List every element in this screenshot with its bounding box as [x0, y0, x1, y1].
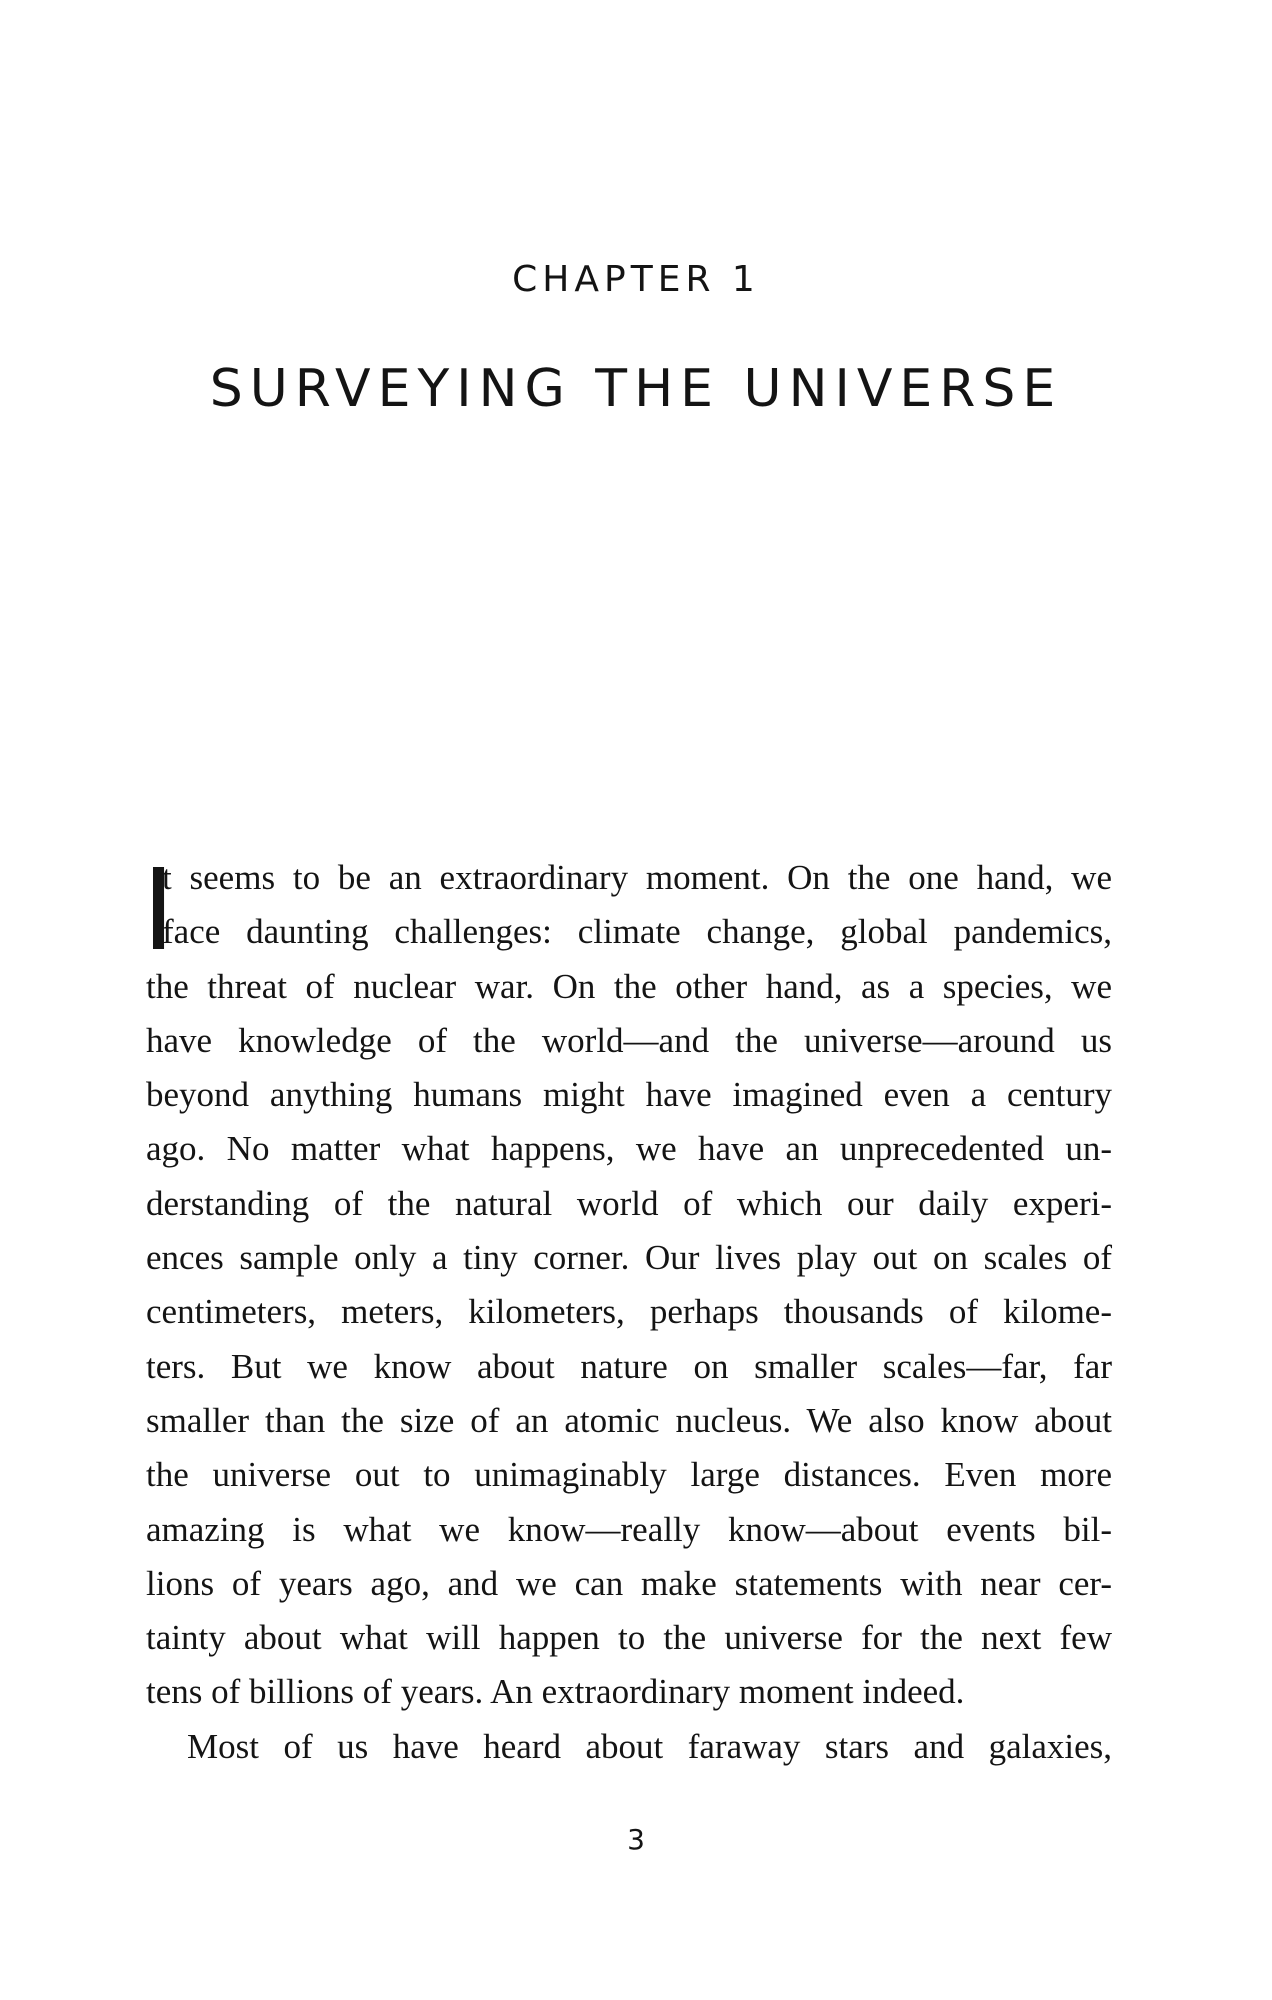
body-line: derstanding of the natural world of which our daily experi- — [146, 1183, 1112, 1223]
body-line: ago. No matter what happens, we have an unprecedented un- — [146, 1129, 1112, 1169]
body-line: tens of billions of years. An extraordinary moment indeed. — [146, 1672, 965, 1712]
drop-cap: I — [142, 846, 176, 976]
body-line: Most of us have heard about faraway stars and galaxies, — [187, 1726, 1112, 1766]
body-line: ters. But we know about nature on smaller scales—far, far — [146, 1346, 1112, 1386]
body-line: beyond anything humans might have imagined even a century — [146, 1075, 1112, 1115]
body-line: the threat of nuclear war. On the other hand, as a species, we — [146, 966, 1112, 1006]
body-line: centimeters, meters, kilometers, perhaps thousands of kilome- — [146, 1292, 1112, 1332]
body-line: tainty about what will happen to the universe for the next few — [146, 1618, 1112, 1658]
body-line: amazing is what we know—really know—about events bil- — [146, 1509, 1112, 1549]
chapter-label: CHAPTER 1 — [512, 259, 760, 300]
body-text — [146, 851, 1112, 1774]
body-line: t seems to be an extraordinary moment. On the one hand, we — [162, 858, 1112, 897]
page-number: 3 — [627, 1823, 645, 1856]
body-line: the universe out to unimaginably large distances. Even more — [146, 1455, 1112, 1495]
chapter-title: SURVEYING THE UNIVERSE — [209, 359, 1063, 419]
body-line: face daunting challenges: climate change, global pandemics, — [162, 912, 1112, 952]
body-line: have knowledge of the world—and the universe—around us — [146, 1020, 1112, 1060]
body-line: lions of years ago, and we can make statements with near cer- — [146, 1563, 1112, 1603]
body-line: ences sample only a tiny corner. Our lives play out on scales of — [146, 1238, 1112, 1278]
body-line: smaller than the size of an atomic nucleus. We also know about — [146, 1400, 1112, 1440]
